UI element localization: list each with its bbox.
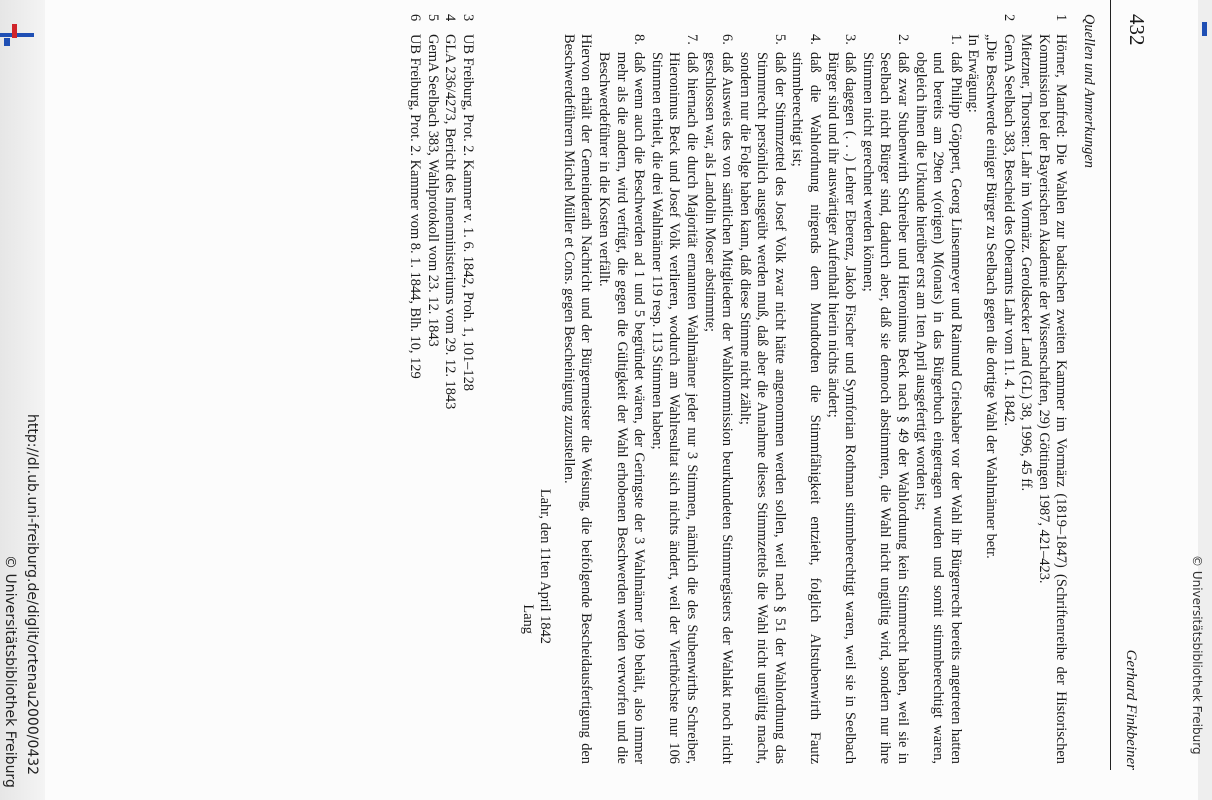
page-body	[406, 14, 1097, 764]
closing-paragraph: Hiervon erhält der Gemeinderath Nachricht und der Bürgermeister die Weisung, die beifolgende Bescheidausfertigung den Beschwerdeführern Michel Müller et Cons. gegen Bescheinigung zuzustellen.	[560, 34, 595, 764]
page-header	[1110, 0, 1153, 770]
footnote: 4 GLA 236/4273, Bericht des Innenministeriums vom 29. 12. 1843	[442, 14, 459, 410]
place-date: Lahr, den 11ten April 1842	[537, 488, 554, 644]
list-item: 3. daß dagegen (. . .) Lehrer Eberenz, Jakob Fischer und Symforian Rothman stimmberechtigt waren, weil sie in Seelbach Bürger sind und ihr auswärtiger Aufenthalt hierin nichts ändert;	[824, 34, 859, 764]
list-item: 6. daß Ausweis des von sämtlichen Mitgliedern der Wahlkommission beurkundeten Stimmregisters der Wahlakt noch nicht geschlossen war, als Landolin Moser abstimmte;	[701, 34, 736, 764]
list-item: 1. daß Philipp Göppert, Georg Linsenmeyer und Raimund Grieshaber vor der Wahl ihr Bürgerrecht bereits angetreten hatten und bereits am 29ten v(origen) M(onats) in das Bürgerbuch eingetragen wurden und somit stimmberechtigt waren, obgleich ihnen die Urkunde hierüber erst am 1ten April ausgefertigt worden ist;	[912, 34, 964, 764]
list-item: 8. daß wenn auch die Beschwerden ad 1 und 5 begründet wären, der Geringste der 3 Wahlmänner 109 behält, also immer mehr als die andern, wird verfügt, die gegen die Gültigkeit der Wahl erhobenen Beschwerden werden verworfen und die Beschwerdeführer in die Kosten verfällt.	[595, 34, 648, 764]
footnote: 6 UB Freiburg, Prot. 2. Kammer vom 8. 1. 1844, Blh. 10, 129	[407, 14, 424, 379]
footnote: 5 GemA Seelbach 383, Wahlprotokoll vom 23. 12. 1843	[424, 14, 441, 347]
footnote: 3 UB Freiburg, Prot. 2. Kammer v. 1. 6. 1842, Proh. 1, 101–128	[460, 14, 476, 391]
list-item: 5. daß der Stimmzettel des Josef Volk zwar nicht hätte angenommen werden sollen, weil nach § 51 der Wahlordnung das Stimmrecht persönlich ausgeübt werden muß, daß aber die Annahme dieses Stimmzettels die Wahl nicht ungültig macht, sondern nur die Folge haben kann, daß diese Stimme nicht zählt;	[736, 34, 788, 764]
section-title: Quellen und Anmerkungen	[1081, 14, 1097, 168]
document-scan	[45, 0, 1198, 800]
signature: Lang	[519, 604, 536, 634]
color-marker-icon	[4, 38, 10, 46]
list-item: 7. daß hiernach die durch Majorität ernannten Wahlmänner jeder nur 3 Stimmen, nämlich die des Stubenwirths Schreiber, Hieronimus Beck und Josef Volk verlieren, wodurch am Wahlresultat sich nichts ändert, weil der Vierthöchste nur 106 Stimmen erhielt, die drei Wahlmänner 119 resp. 113 Stimmen haben;	[648, 34, 700, 764]
list-item: 4. daß die Wahlordnung nirgends dem Mundtodten die Stimmfähigkeit entzieht, folglich Altstubenwirth Fautz stimmberechtigt ist;	[789, 34, 824, 764]
edge-copyright: © Universitätsbibliothek Freiburg	[1190, 555, 1204, 755]
footnote: 1 Hörner, Manfred: Die Wahlen zur badischen zweiten Kammer im Vormärz (1819–1847) (Schriftenreihe der Historischen Kommission bei der Bayerischen Akademie der Wissenschaften, 29) Göttingen 1987, 421–423.	[1035, 14, 1070, 764]
color-marker-icon	[1202, 22, 1207, 36]
footnote: 2 GemA Seelbach 383, Bescheid des Oberamts Lahr vom 11. 4. 1842.	[1000, 14, 1017, 426]
page-number: 432	[1125, 14, 1149, 46]
considerations-list	[594, 14, 963, 764]
running-head-author: Gerhard Finkbeiner	[1123, 649, 1139, 770]
book-page	[33, 0, 1153, 770]
source-url: http://dl.ub.uni-freiburg.de/diglit/ortenau2000/0432	[24, 414, 40, 776]
quote-intro: „Die Beschwerde einiger Bürger zu Seelbach gegen die dortige Wahl der Wahlmänner betr.	[983, 34, 1000, 559]
in-erwaegung: In Erwägung:	[965, 34, 982, 113]
color-marker-icon	[12, 24, 17, 38]
footnote: Mietzner, Thorsten: Lahr im Vormärz. Geroldsecker Land (GL) 38, 1996, 45 ff.	[1018, 34, 1035, 492]
copyright-notice: © Universitätsbibliothek Freiburg	[2, 555, 18, 788]
color-marker-icon	[0, 33, 34, 37]
list-item: 2. daß zwar Stubenwirth Schreiber und Hieronimus Beck nach § 49 der Wahlordnung kein Stimmrecht haben, weil sie in Seelbach nicht Bürger sind, dadurch aber, daß sie dennoch abstimmten, die Wahl nicht ungültig wird, sondern nur ihre Stimmen nicht gerechnet werden können;	[859, 34, 912, 764]
